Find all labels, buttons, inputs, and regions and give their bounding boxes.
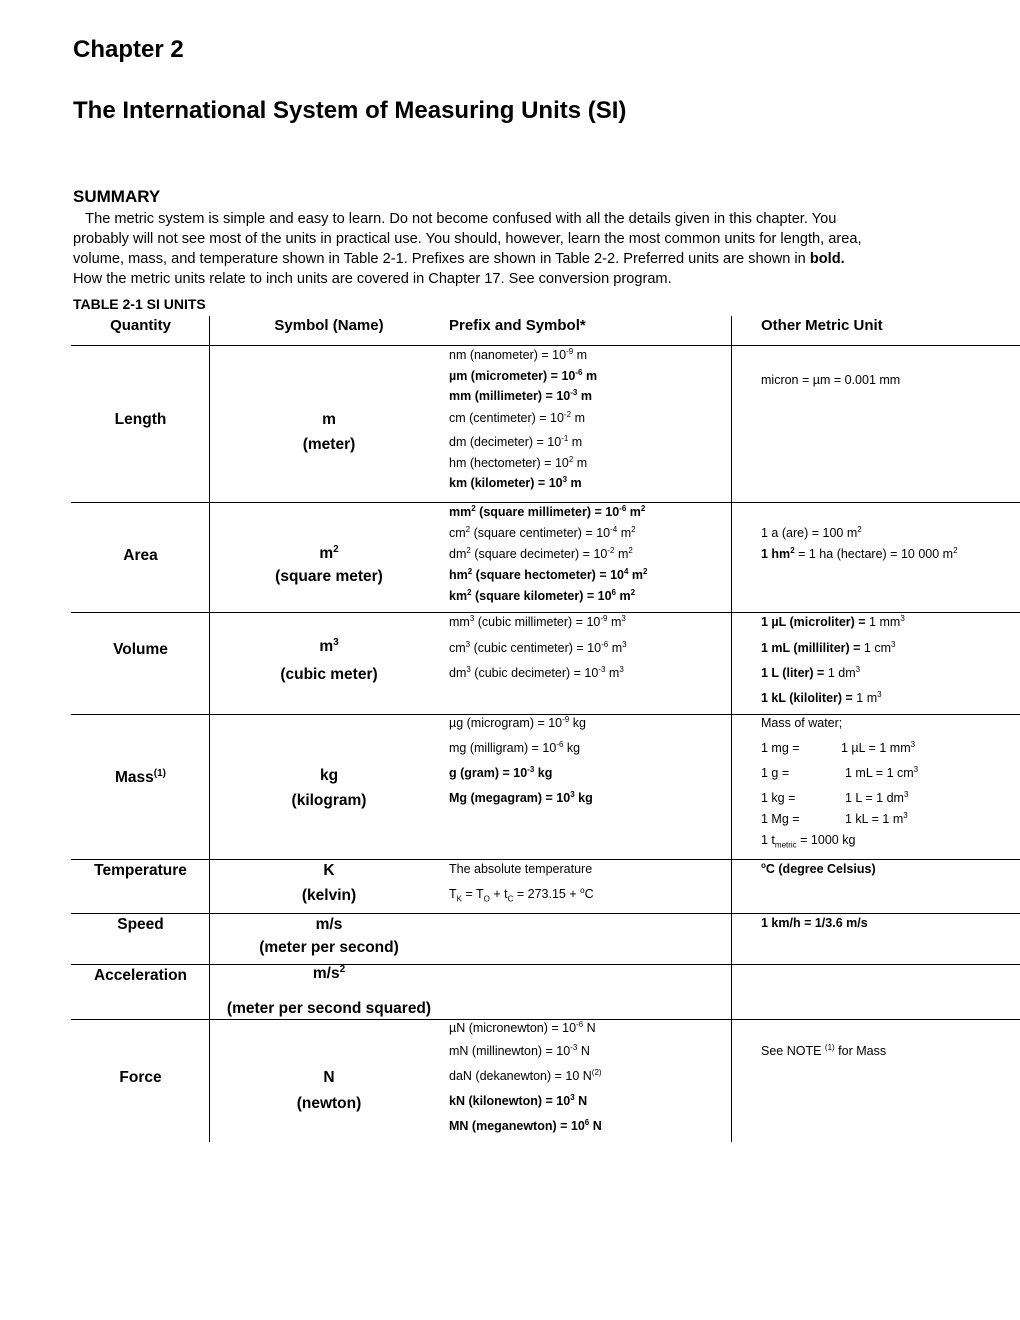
- other-unit: Mass of water;: [761, 716, 843, 730]
- other-unit: 1 mg = 1 µL = 1 $mm^3$: [761, 739, 916, 755]
- prefix-item: mg (milligram) = $10^{-6}$ kg: [449, 739, 581, 755]
- symbol-name: (meter per second squared): [226, 1000, 432, 1017]
- symbol-name: (kelvin): [301, 887, 357, 904]
- symbol-name: (meter): [302, 436, 356, 453]
- prefix-item: $mm^3$ (cubic millimeter) = $10^{-9}$ $m^3$: [449, 613, 626, 629]
- prefix-item: dm (decimeter) = $10^{-1}$ m: [449, 433, 583, 449]
- prefix-item: $hm^2$ (square hectometer) = $10^4$ $m^2$: [449, 566, 648, 582]
- other-unit: 1 mL (milliliter) = 1 $cm^3$: [761, 639, 896, 655]
- prefix-item: g (gram) = $10^{-3}$ kg: [449, 764, 553, 780]
- symbol-name: (square meter): [275, 568, 383, 585]
- quantity-cell: Length: [114, 411, 167, 428]
- row-divider: [71, 859, 1020, 860]
- prefix-item: µg (microgram) = $10^{-9}$ kg: [449, 714, 586, 730]
- symbol-cell: kg: [319, 767, 339, 784]
- chapter-heading: Chapter 2: [73, 36, 184, 63]
- prefix-item: $cm^2$ (square centimeter) = $10^{-4}$ $m^2$: [449, 524, 636, 540]
- row-divider: [71, 502, 1020, 503]
- symbol-cell: m/s: [315, 916, 343, 933]
- other-unit: 1 L (liter) = 1 $dm^3$: [761, 664, 861, 680]
- table-caption: TABLE 2-1 SI UNITS: [73, 296, 206, 312]
- summary-line: How the metric units relate to inch units are covered in Chapter 17. See conversion program.: [73, 271, 672, 287]
- quantity-cell: Mass$^{(1)}$: [114, 767, 166, 786]
- row-divider: [71, 913, 1020, 914]
- other-unit: 1 a (are) = 100 $m^2$: [761, 524, 862, 540]
- symbol-cell: m: [322, 411, 336, 428]
- summary-paragraph: [73, 209, 993, 289]
- other-unit: 1 $t_{metric} = 1000$ kg: [761, 833, 856, 850]
- other-unit: $^o$C (degree Celsius): [761, 860, 876, 876]
- prefix-item: $mm^2$ (square millimeter) = $10^{-6}$ $m^2$: [449, 503, 646, 519]
- other-unit: 1 kL (kiloliter) = 1 $m^3$: [761, 689, 882, 705]
- prefix-item: $T_K = T_O + t_C = 273.15 + ^oC$: [449, 885, 594, 904]
- quantity-cell: Temperature: [94, 862, 187, 879]
- prefix-item: nm (nanometer) = $10^{-9}$ m: [449, 346, 588, 362]
- quantity-cell: Force: [119, 1069, 162, 1086]
- row-divider: [71, 345, 1020, 346]
- prefix-item: $km^2$ (square kilometer) = $10^6$ $m^2$: [449, 587, 636, 603]
- summary-line: volume, mass, and temperature shown in Table 2-1. Prefixes are shown in Table 2-2. Preferred units are shown in bold.: [73, 251, 845, 267]
- prefix-item: kN (kilonewton) = $10^3$ N: [449, 1092, 588, 1108]
- other-unit: 1 km/h = 1/3.6 m/s: [761, 916, 868, 930]
- symbol-name: (kilogram): [291, 792, 367, 809]
- symbol-name: (newton): [296, 1095, 362, 1112]
- symbol-cell: $m^2$: [319, 543, 339, 562]
- header-other: Other Metric Unit: [761, 317, 883, 334]
- symbol-cell: $m^3$: [319, 636, 339, 655]
- quantity-cell: Volume: [113, 641, 168, 658]
- prefix-item: The absolute temperature: [449, 862, 593, 876]
- prefix-item: cm (centimeter) = $10^{-2}$ m: [449, 409, 585, 425]
- summary-line: probably will not see most of the units in practical use. You should, however, learn the most common units for length, area,: [73, 231, 862, 247]
- prefix-item: km (kilometer) = $10^3$ m: [449, 474, 582, 490]
- prefix-item: mm (millimeter) = $10^{-3}$ m: [449, 387, 592, 403]
- header-quantity: Quantity: [110, 317, 171, 334]
- prefix-item: $dm^2$ (square decimeter) = $10^{-2}$ $m^2$: [449, 545, 633, 561]
- prefix-item: mN (millinewton) = $10^{-3}$ N: [449, 1042, 590, 1058]
- symbol-cell: K: [323, 862, 335, 879]
- prefix-item: µm (micrometer) = $10^{-6}$ m: [449, 367, 598, 383]
- other-unit: 1 $hm^2 = 1$ ha (hectare) = 10 000 $m^2$: [761, 545, 958, 561]
- symbol-name: (cubic meter): [280, 666, 378, 683]
- symbol-cell: N: [323, 1069, 335, 1086]
- prefix-item: $dm^3$ (cubic decimeter) = $10^{-3}$ $m^3$: [449, 664, 624, 680]
- row-divider: [71, 612, 1020, 613]
- other-unit: 1 Mg = 1 kL = 1 $m^3$: [761, 810, 908, 826]
- other-unit: 1 kg = 1 L = 1 $dm^3$: [761, 789, 909, 805]
- header-prefix: Prefix and Symbol*: [449, 317, 586, 334]
- summary-line: The metric system is simple and easy to learn. Do not become confused with all the details given in this chapter. You: [85, 211, 837, 227]
- quantity-cell: Area: [123, 547, 158, 564]
- bold-word: bold.: [809, 251, 845, 267]
- row-divider: [71, 1019, 1020, 1020]
- prefix-item: daN (dekanewton) = 10 $N^{(2)}$: [449, 1067, 602, 1083]
- quantity-cell: Acceleration: [93, 967, 188, 984]
- other-unit: micron = µm = 0.001 mm: [761, 373, 901, 387]
- prefix-item: hm (hectometer) = $10^2$ m: [449, 454, 588, 470]
- quantity-cell: Speed: [117, 916, 164, 933]
- prefix-item: Mg (megagram) = $10^3$ kg: [449, 789, 593, 805]
- other-unit: 1 g = 1 mL = 1 $cm^3$: [761, 764, 919, 780]
- row-divider: [71, 714, 1020, 715]
- prefix-item: MN (meganewton) = $10^6$ N: [449, 1117, 602, 1133]
- page-title: The International System of Measuring Units (SI): [73, 97, 627, 124]
- other-unit: See NOTE $^{(1)}$ for Mass: [761, 1042, 887, 1058]
- summary-heading: SUMMARY: [73, 187, 161, 206]
- other-unit: 1 µL (microliter) = 1 $mm^3$: [761, 613, 905, 629]
- header-symbol: Symbol (Name): [274, 317, 384, 334]
- symbol-cell: $m/s^2$: [312, 963, 346, 982]
- symbol-name: (meter per second): [259, 939, 399, 956]
- prefix-item: $cm^3$ (cubic centimeter) = $10^{-6}$ $m^3$: [449, 639, 627, 655]
- prefix-item: µN (micronewton) = $10^{-6}$ N: [449, 1019, 596, 1035]
